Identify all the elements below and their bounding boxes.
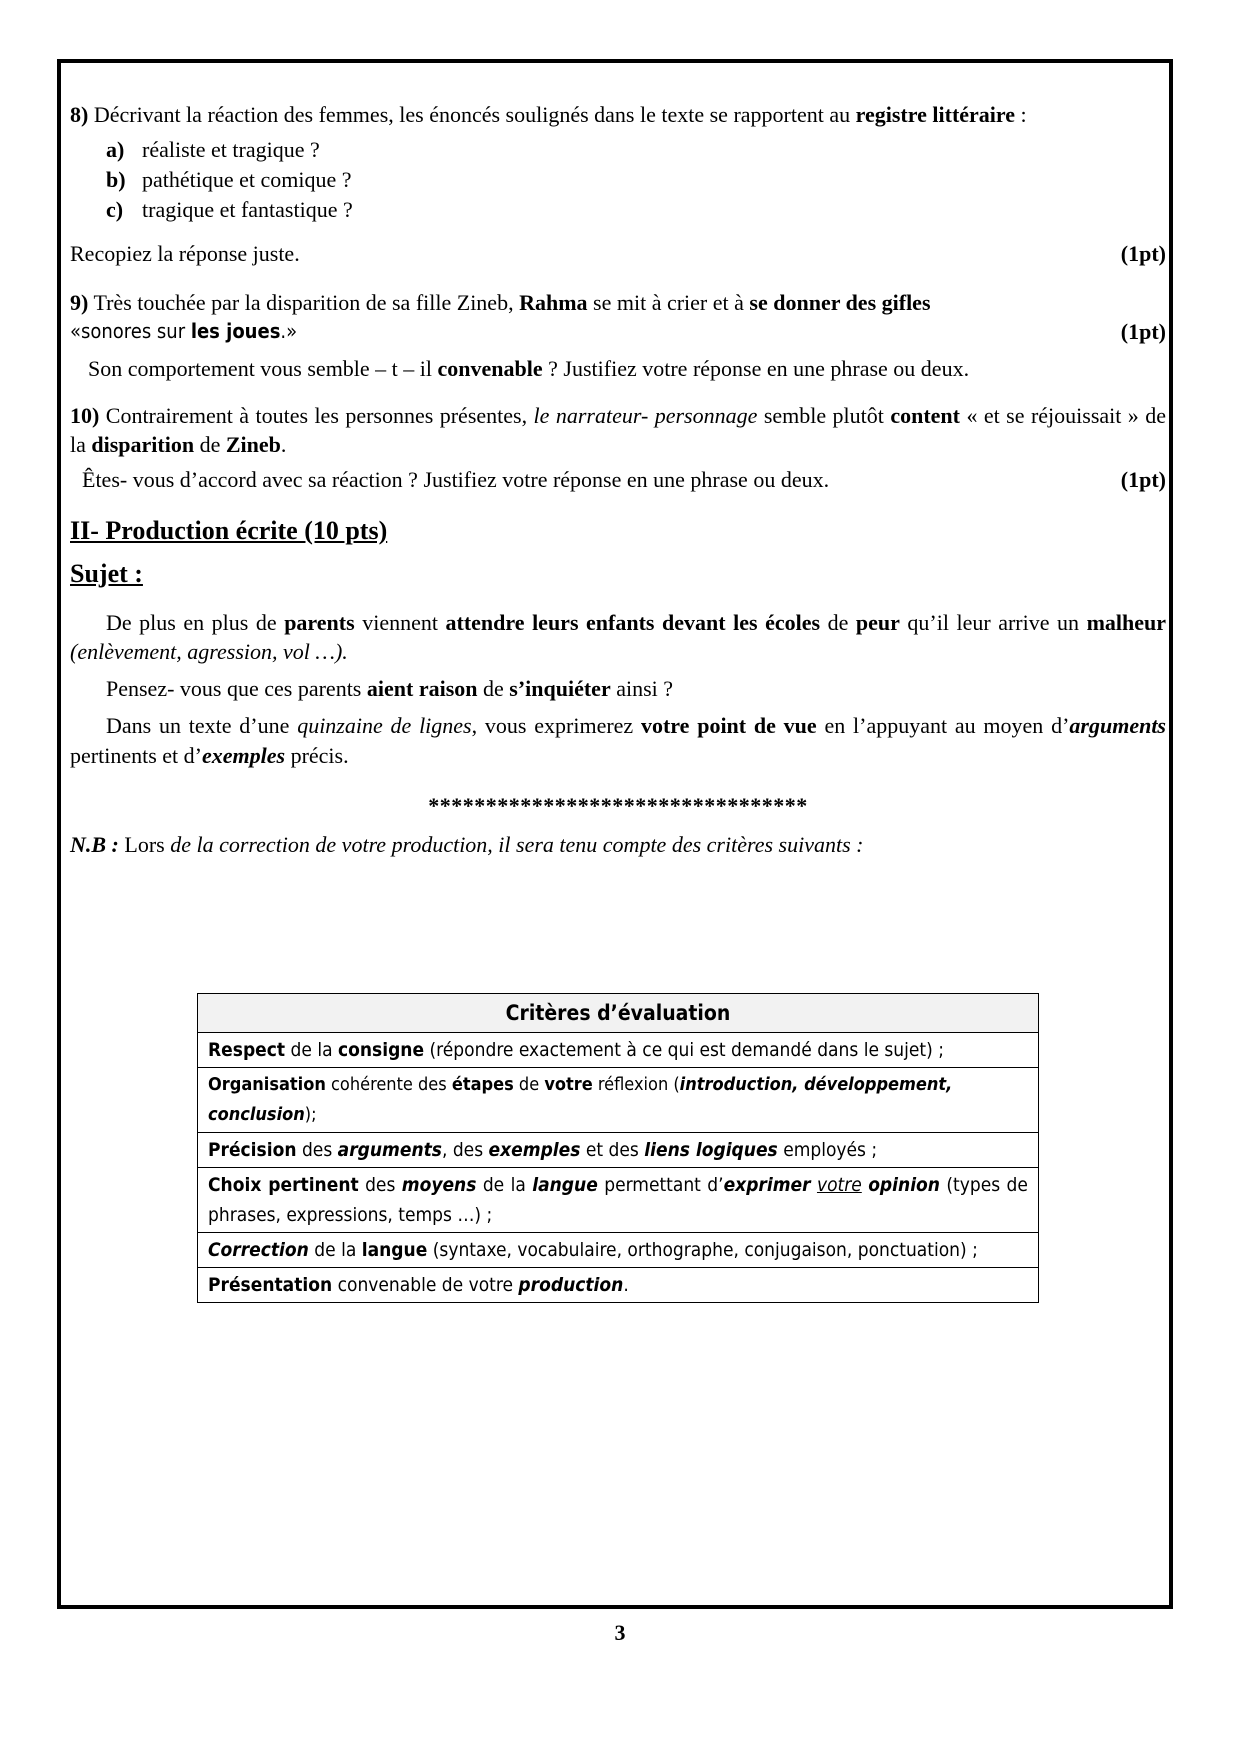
q8-points: (1pt) (1120, 241, 1166, 266)
q10-text-3: « et se réjouissait » de la (70, 403, 1166, 457)
nb-lors: Lors (124, 832, 165, 857)
q10-question-row (70, 465, 1166, 494)
s3-t4: pertinents et d’ (70, 743, 202, 768)
nb-label: N.B : (70, 832, 119, 857)
c2-b2: étapes (451, 1074, 514, 1095)
c2-i1: introduction, développement, conclusion (208, 1074, 953, 1125)
s1-parents: parents (284, 610, 355, 635)
q10-disparition: disparition (91, 432, 195, 457)
q10-zineb: Zineb (225, 432, 281, 457)
sujet-label: Sujet : (70, 559, 143, 588)
s1-t2: viennent (362, 610, 438, 635)
option-letter: a) (106, 137, 125, 162)
c4-t4: (types de phrases, expressions, temps …) ; (208, 1174, 1028, 1226)
c5-i1: Correction (208, 1239, 309, 1261)
c4-i2: langue (532, 1174, 598, 1196)
option-text: tragique et fantastique ? (142, 197, 353, 222)
c4-i3: exprimer (723, 1174, 811, 1196)
q9-rahma: Rahma (519, 290, 588, 315)
q9-text-1: Très touchée par la disparition de sa fille Zineb, (93, 290, 514, 315)
q9-text-2: se mit à crier et à (593, 290, 744, 315)
q10-content: content (890, 403, 960, 428)
s3-exemples: exemples (201, 743, 286, 768)
s2-t3: ainsi ? (616, 676, 674, 701)
c6-t1: convenable de votre (337, 1274, 513, 1296)
s1-t3: de (827, 610, 849, 635)
q8-number: 8) (70, 102, 89, 127)
s1-t4: qu’il leur arrive un (907, 610, 1080, 635)
page-content (70, 100, 1166, 859)
c4-i1: moyens (401, 1174, 477, 1196)
q8-instruction: Recopiez la réponse juste. (70, 241, 300, 266)
criteria-row-precision (198, 1133, 1039, 1168)
s1-malheur: malheur (1086, 610, 1167, 635)
s3-quinzaine: quinzaine de lignes (297, 713, 472, 738)
q8-colon: : (1015, 102, 1027, 127)
c2-t3: réflexion ( (597, 1074, 680, 1095)
c5-b1: langue (361, 1239, 428, 1261)
s3-t3: en l’appuyant au moyen d’ (824, 713, 1070, 738)
nb-rest: de la correction de votre production, il sera tenu compte des critères suivants : (170, 832, 864, 857)
criteria-row-choix (198, 1168, 1039, 1233)
c2-t1: cohérente des (331, 1074, 447, 1095)
s2-aient: aient raison (366, 676, 478, 701)
nb-note (70, 830, 1166, 859)
page-number: 3 (614, 1620, 626, 1645)
q10-question: Êtes- vous d’accord avec sa réaction ? Justifiez votre réponse en une phrase ou deux. (82, 467, 830, 492)
c4-i5: opinion (868, 1174, 940, 1196)
q10-number: 10) (70, 403, 100, 428)
q10-points: (1pt) (1120, 467, 1166, 492)
s3-t1: Dans un texte d’une (106, 713, 290, 738)
s1-paren: (enlèvement, agression, vol …). (70, 639, 348, 664)
criteria-cell (198, 1033, 1039, 1068)
q8-options (70, 135, 1166, 225)
option-letter: b) (106, 167, 126, 192)
c1-t2: (répondre exactement à ce qui est demandé dans le sujet) ; (429, 1039, 944, 1061)
s3-t5: précis. (290, 743, 349, 768)
s1-peur: peur (855, 610, 900, 635)
criteria-row-respect (198, 1033, 1039, 1068)
s3-pdv: votre point de vue (640, 713, 817, 738)
q9-points: (1pt) (1120, 319, 1166, 344)
q10-stem (70, 401, 1166, 459)
q9-line2 (70, 317, 1166, 346)
q8-instruction-row (70, 239, 1166, 268)
c4-i4: votre (816, 1174, 862, 1196)
q9-quote-open: «sonores sur (70, 319, 186, 343)
c6-b1: Présentation (208, 1274, 333, 1296)
c1-b1: Respect (208, 1039, 286, 1061)
c1-b2: consigne (337, 1039, 425, 1061)
sujet-paragraph-1 (70, 608, 1166, 666)
c4-t3: permettant d’ (604, 1174, 724, 1196)
criteria-table (197, 993, 1039, 1303)
c4-b1: Choix pertinent (208, 1174, 359, 1196)
s2-inquieter: s’inquiéter (509, 676, 611, 701)
criteria-header: Critères d’évaluation (198, 994, 1039, 1033)
criteria-cell (198, 1068, 1039, 1133)
q9-convenable: convenable (437, 356, 543, 381)
s2-t2: de (483, 676, 504, 701)
q9-number: 9) (70, 290, 89, 315)
criteria-cell (198, 1133, 1039, 1168)
c2-t2: de (518, 1074, 540, 1095)
c6-i1: production (518, 1274, 624, 1296)
c3-b1: Précision (208, 1139, 297, 1161)
sujet-paragraph-3 (70, 711, 1166, 771)
c3-i3: liens logiques (644, 1139, 778, 1161)
q8-text: Décrivant la réaction des femmes, les énoncés soulignés dans le texte se rapportent au (93, 102, 851, 127)
q8-bold: registre littéraire (855, 102, 1016, 127)
c2-b3: votre (544, 1074, 593, 1095)
q9-quote-close: .» (280, 319, 298, 343)
criteria-cell (198, 1268, 1039, 1303)
s2-t1: Pensez- vous que ces parents (106, 676, 362, 701)
question-10 (70, 401, 1166, 494)
c5-t1: de la (314, 1239, 357, 1261)
option-text: pathétique et comique ? (142, 167, 352, 192)
q9-ask-2: ? Justifiez votre réponse en une phrase ou deux. (548, 356, 970, 381)
c3-i2: exemples (488, 1139, 581, 1161)
section-title: II- Production écrite (10 pts) (70, 516, 388, 545)
criteria-header-row (198, 994, 1039, 1033)
c2-b1: Organisation (208, 1074, 326, 1095)
c3-t3: et des (585, 1139, 639, 1161)
q10-text-5: . (280, 432, 287, 457)
q10-text-1: Contrairement à toutes les personnes présentes, (105, 403, 528, 428)
q9-line3 (70, 354, 1166, 383)
c2-t4: ); (304, 1104, 317, 1125)
q9-ask-1: Son comportement vous semble – t – il (88, 356, 433, 381)
c3-t2: , des (441, 1139, 484, 1161)
c3-i1: arguments (337, 1139, 442, 1161)
question-8-stem (70, 100, 1166, 129)
criteria-row-correction (198, 1233, 1039, 1268)
c6-t2: . (623, 1274, 629, 1296)
s3-t2: , vous exprimerez (471, 713, 634, 738)
c5-t2: (syntaxe, vocabulaire, orthographe, conjugaison, ponctuation) ; (432, 1239, 978, 1261)
s1-t1: De plus en plus de (106, 610, 277, 635)
option-letter: c) (106, 197, 124, 222)
q10-narrateur: le narrateur- personnage (533, 403, 758, 428)
c4-t1: des (365, 1174, 396, 1196)
criteria-cell (198, 1168, 1039, 1233)
q10-text-4: de (199, 432, 221, 457)
q9-joues: les joues (190, 319, 281, 343)
c3-t4: employés ; (783, 1139, 878, 1161)
criteria-cell (198, 1233, 1039, 1268)
option-text: réaliste et tragique ? (142, 137, 320, 162)
q9-line1 (70, 288, 1166, 317)
s1-attendre: attendre leurs enfants devant les écoles (445, 610, 821, 635)
q9-quote (70, 317, 297, 346)
question-8 (70, 100, 1166, 268)
q9-gifles: se donner des gifles (749, 290, 931, 315)
q8-option-c (106, 195, 1166, 225)
c1-t1: de la (290, 1039, 333, 1061)
criteria-row-organisation (198, 1068, 1039, 1133)
c3-t1: des (301, 1139, 333, 1161)
q8-option-b (106, 165, 1166, 195)
q10-text-2: semble plutôt (763, 403, 884, 428)
s3-arguments: arguments (1069, 713, 1166, 738)
q8-option-a (106, 135, 1166, 165)
criteria-row-presentation (198, 1268, 1039, 1303)
c4-t2: de la (482, 1174, 526, 1196)
sujet-paragraph-2 (70, 674, 1166, 703)
separator-stars: ********************************* (428, 793, 808, 818)
question-9 (70, 288, 1166, 383)
